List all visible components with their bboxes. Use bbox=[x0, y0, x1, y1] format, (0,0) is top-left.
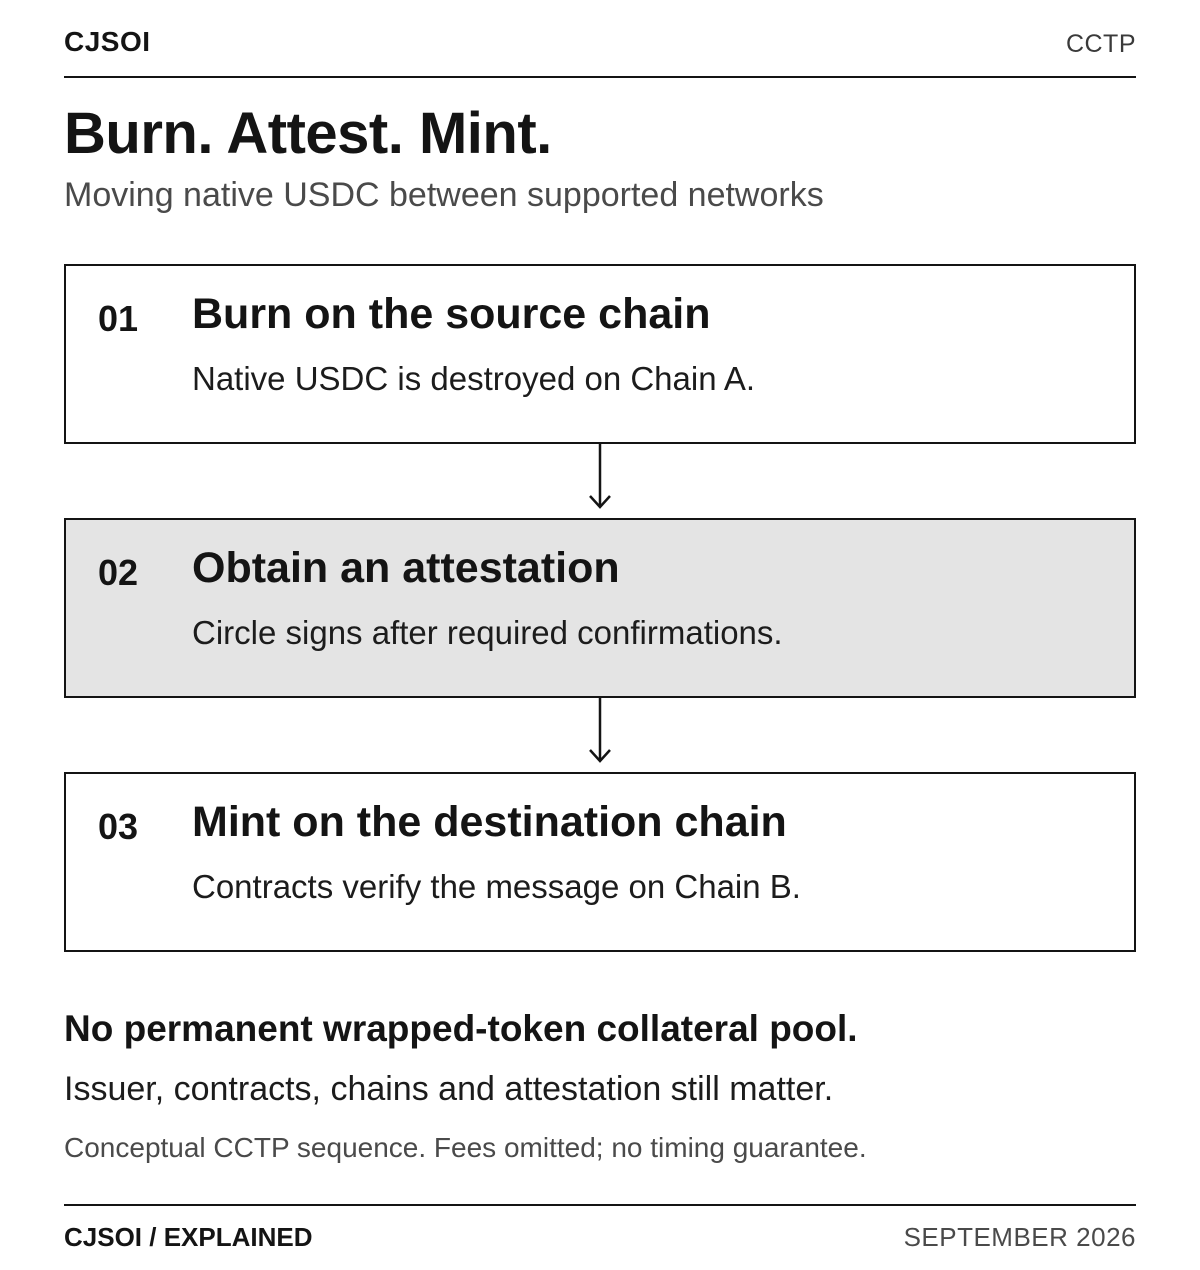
top-bar bbox=[64, 26, 1136, 78]
footer-date: SEPTEMBER 2026 bbox=[903, 1222, 1136, 1252]
footer bbox=[64, 1204, 1136, 1254]
down-arrow-icon bbox=[584, 444, 616, 516]
step-description: Circle signs after required confirmations. bbox=[192, 614, 783, 651]
footer-label: CJSOI / EXPLAINED bbox=[64, 1222, 313, 1252]
step-description: Contracts verify the message on Chain B. bbox=[192, 868, 801, 905]
page-title: Burn. Attest. Mint. bbox=[64, 101, 552, 166]
brand-name: CJSOI bbox=[64, 26, 151, 57]
note-body: Issuer, contracts, chains and attestation still matter. bbox=[64, 1070, 834, 1108]
step-description: Native USDC is destroyed on Chain A. bbox=[192, 360, 756, 397]
step-number: 03 bbox=[98, 806, 139, 847]
down-arrow-icon bbox=[584, 698, 616, 770]
step-attest bbox=[64, 518, 1136, 698]
step-title: Obtain an attestation bbox=[192, 544, 620, 592]
section-tag: CCTP bbox=[1065, 30, 1136, 58]
step-mint bbox=[64, 772, 1136, 952]
step-title: Mint on the destination chain bbox=[192, 798, 787, 846]
note-caption: Conceptual CCTP sequence. Fees omitted; no timing guarantee. bbox=[64, 1132, 867, 1163]
page-subtitle: Moving native USDC between supported networks bbox=[64, 176, 824, 214]
step-burn bbox=[64, 264, 1136, 444]
note-title: No permanent wrapped-token collateral pool. bbox=[64, 1008, 858, 1049]
step-title: Burn on the source chain bbox=[192, 290, 711, 338]
step-number: 01 bbox=[98, 298, 139, 339]
step-number: 02 bbox=[98, 552, 139, 593]
